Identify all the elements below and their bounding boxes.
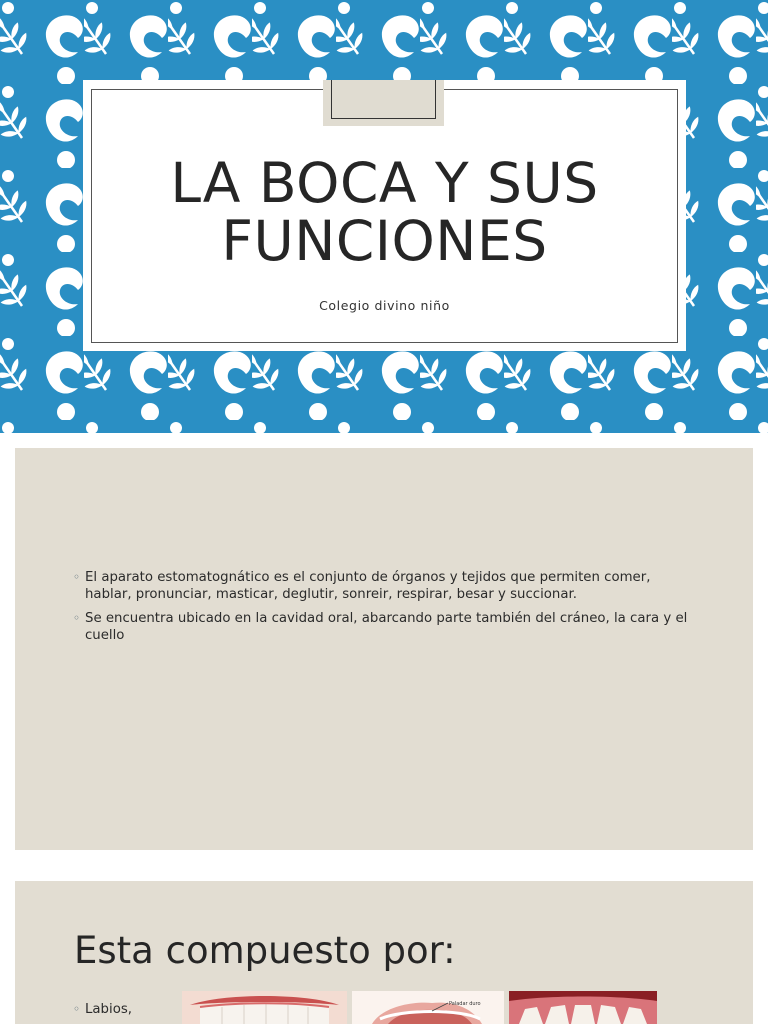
gums-photo-image	[509, 991, 657, 1024]
slide-title-line-2: FUNCIONES	[221, 209, 548, 273]
slide-subtitle: Colegio divino niño	[319, 298, 450, 313]
diagram-label: Paladar duro	[449, 1001, 481, 1007]
gums-photo	[509, 991, 657, 1024]
bullet-item: ◦ Labios,	[73, 1001, 132, 1018]
smile-photo	[182, 991, 347, 1024]
slide-title-line-1: LA BOCA Y SUS	[170, 151, 599, 215]
bullet-item: ◦ Se encuentra ubicado en la cavidad oral, abarcando parte también del cráneo, la cara y el cuello	[73, 610, 693, 644]
description-bullet-list	[73, 569, 693, 651]
composition-slide	[15, 881, 753, 1024]
title-slide	[0, 0, 768, 433]
smile-photo-image	[182, 991, 347, 1024]
slide-title	[83, 151, 686, 273]
title-card	[83, 80, 686, 351]
title-tab-decoration	[323, 80, 444, 126]
bullet-item: ◦ El aparato estomatognático es el conjunto de órganos y tejidos que permiten comer, hablar, pronunciar, masticar, deglutir, sonreir, respirar, besar y succionar.	[73, 569, 693, 603]
composition-bullet-list	[73, 1001, 132, 1018]
composition-title: Esta compuesto por:	[74, 929, 456, 972]
mouth-diagram	[352, 991, 504, 1024]
description-slide	[15, 448, 753, 850]
title-tab-inner	[331, 80, 436, 119]
mouth-diagram-image	[352, 991, 504, 1024]
